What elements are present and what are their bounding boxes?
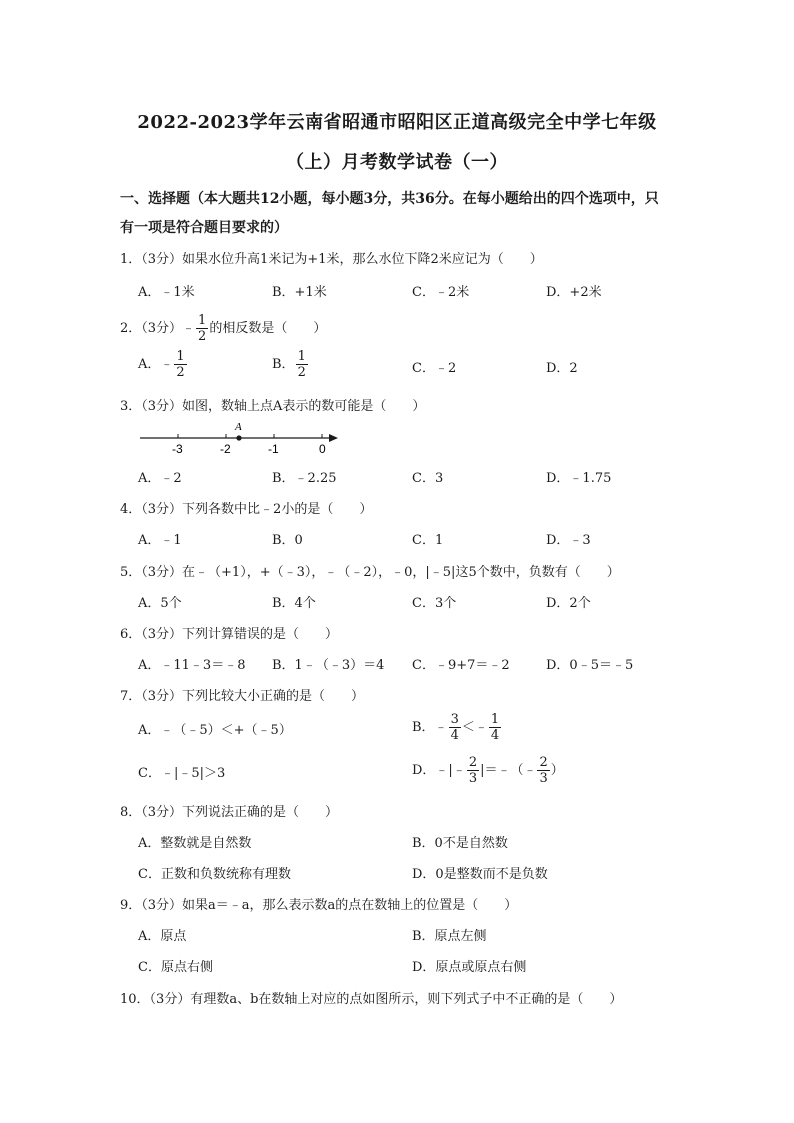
fraction-numerator: 2 [539, 755, 548, 770]
tick-label: -2 [220, 442, 231, 456]
option-fraction [489, 712, 501, 743]
fraction-denominator: 3 [539, 771, 548, 786]
question-8-option-c: C．正数和负数统称有理数 [138, 867, 291, 882]
paper-title-line1: 2022-2023学年云南省昭通市昭阳区正道高级完全中学七年级 [137, 112, 657, 133]
question-7-option-a: A．﹣（﹣5）＜+（﹣5） [138, 723, 292, 738]
question-9-option-c: C．原点右侧 [138, 960, 213, 975]
fraction-denominator: 4 [490, 728, 500, 743]
question-3-option-a: A．﹣2 [138, 471, 182, 486]
question-10-stem: 10．（3分）有理数a、b在数轴上对应的点如图所示，则下列式子中不正确的是（ ） [120, 992, 623, 1007]
question-6-option-d: D．0﹣5＝﹣5 [546, 658, 634, 673]
fraction-denominator: 3 [468, 771, 478, 786]
option-text: ＜﹣ [461, 720, 488, 735]
question-5-option-b: B．4个 [272, 596, 316, 611]
question-9-option-a: A．原点 [138, 929, 187, 944]
question-9-option-d: D．原点或原点右侧 [412, 960, 527, 975]
question-2-option-d: D．2 [546, 361, 578, 376]
fraction-numerator: 2 [468, 755, 478, 770]
question-1-option-c: C．﹣2米 [412, 285, 470, 300]
question-6-stem: 6．（3分）下列计算错误的是（ ） [120, 627, 339, 642]
question-6-option-a: A．﹣11﹣3＝﹣8 [138, 658, 246, 673]
option-fraction [174, 349, 186, 380]
section-heading-line1: 一、选择题（本大题共12小题，每小题3分，共36分。在每小题给出的四个选项中，只 [120, 191, 659, 207]
question-6-option-c: C．﹣9+7＝﹣2 [412, 658, 510, 673]
question-2-stem [120, 313, 326, 344]
question-5-option-d: D．2个 [546, 596, 591, 611]
point-a-marker [236, 435, 241, 440]
question-1-option-b: B．+1米 [272, 285, 327, 300]
question-3-option-b: B．﹣2.25 [272, 471, 337, 486]
question-8-option-a: A．整数就是自然数 [138, 836, 252, 851]
question-2-fraction [196, 313, 208, 344]
question-5-option-c: C．3个 [412, 596, 457, 611]
question-8-option-b: B．0不是自然数 [412, 836, 508, 851]
question-1-option-a: A．﹣1米 [138, 285, 195, 300]
tick-label: -1 [268, 442, 279, 456]
option-text: ） [550, 763, 564, 778]
fraction-denominator: 4 [450, 728, 459, 743]
fraction-numerator: 1 [176, 349, 185, 364]
fraction-numerator: 1 [198, 313, 207, 328]
question-8-option-d: D．0是整数而不是负数 [412, 867, 548, 882]
question-9-option-b: B．原点左侧 [412, 929, 487, 944]
question-4-option-a: A．﹣1 [138, 533, 182, 548]
question-6-option-b: B．1﹣（﹣3）＝4 [272, 658, 385, 673]
option-fraction [467, 755, 479, 786]
question-7-stem: 7．（3分）下列比较大小正确的是（ ） [120, 689, 365, 704]
question-5-option-a: A．5个 [138, 596, 182, 611]
fraction-numerator: 1 [490, 712, 500, 727]
option-fraction [537, 755, 549, 786]
option-prefix: B．﹣ [412, 720, 448, 735]
question-5-stem: 5．（3分）在﹣（+1），+（﹣3），﹣（﹣2），﹣0，|﹣5|这5个数中，负数有（ ） [120, 565, 620, 580]
fraction-numerator: 3 [450, 712, 459, 727]
question-4-option-b: B．0 [272, 533, 303, 548]
question-8-stem: 8．（3分）下列说法正确的是（ ） [120, 805, 339, 820]
question-1-option-d: D．+2米 [546, 285, 602, 300]
question-3-stem: 3．（3分）如图，数轴上点A表示的数可能是（ ） [120, 399, 426, 414]
fraction-denominator: 2 [176, 365, 185, 380]
question-7-option-d [412, 755, 564, 786]
tick-label: -3 [172, 442, 183, 456]
question-4-option-c: C．1 [412, 533, 444, 548]
question-3-option-c: C．3 [412, 471, 444, 486]
option-fraction [449, 712, 461, 743]
number-line-arrow [329, 434, 338, 442]
question-2-prefix: 2．（3分）﹣ [120, 321, 196, 336]
question-4-option-d: D．﹣3 [546, 533, 591, 548]
option-prefix: B． [272, 357, 295, 372]
question-7-option-c: C．﹣|﹣5|＞3 [138, 766, 226, 781]
paper-title-line2: （上）月考数学试卷（一） [286, 152, 508, 173]
question-2-option-a [138, 349, 188, 380]
question-2-option-c: C．﹣2 [412, 361, 457, 376]
question-2-option-b [272, 349, 309, 380]
question-2-suffix: 的相反数是（ ） [209, 321, 327, 336]
point-a-label: A [235, 421, 242, 433]
option-prefix: A．﹣ [138, 357, 174, 372]
question-7-option-b [412, 712, 502, 743]
fraction-denominator: 2 [297, 365, 306, 380]
section-heading-line2: 有一项是符合题目要求的） [120, 220, 288, 236]
question-3-option-d: D．﹣1.75 [546, 471, 612, 486]
question-9-stem: 9．（3分）如果a＝﹣a，那么表示数a的点在数轴上的位置是（ ） [120, 898, 518, 913]
option-prefix: D．﹣|﹣ [412, 763, 466, 778]
fraction-denominator: 2 [198, 329, 207, 344]
question-4-stem: 4．（3分）下列各数中比﹣2小的是（ ） [120, 502, 373, 517]
fraction-numerator: 1 [297, 349, 306, 364]
question-1-stem: 1．（3分）如果水位升高1米记为+1米，那么水位下降2米应记为（ ） [120, 252, 543, 267]
option-fraction [296, 349, 308, 380]
tick-label: 0 [319, 442, 326, 456]
number-line-figure [138, 418, 343, 458]
option-text: |＝﹣（﹣ [480, 763, 537, 778]
